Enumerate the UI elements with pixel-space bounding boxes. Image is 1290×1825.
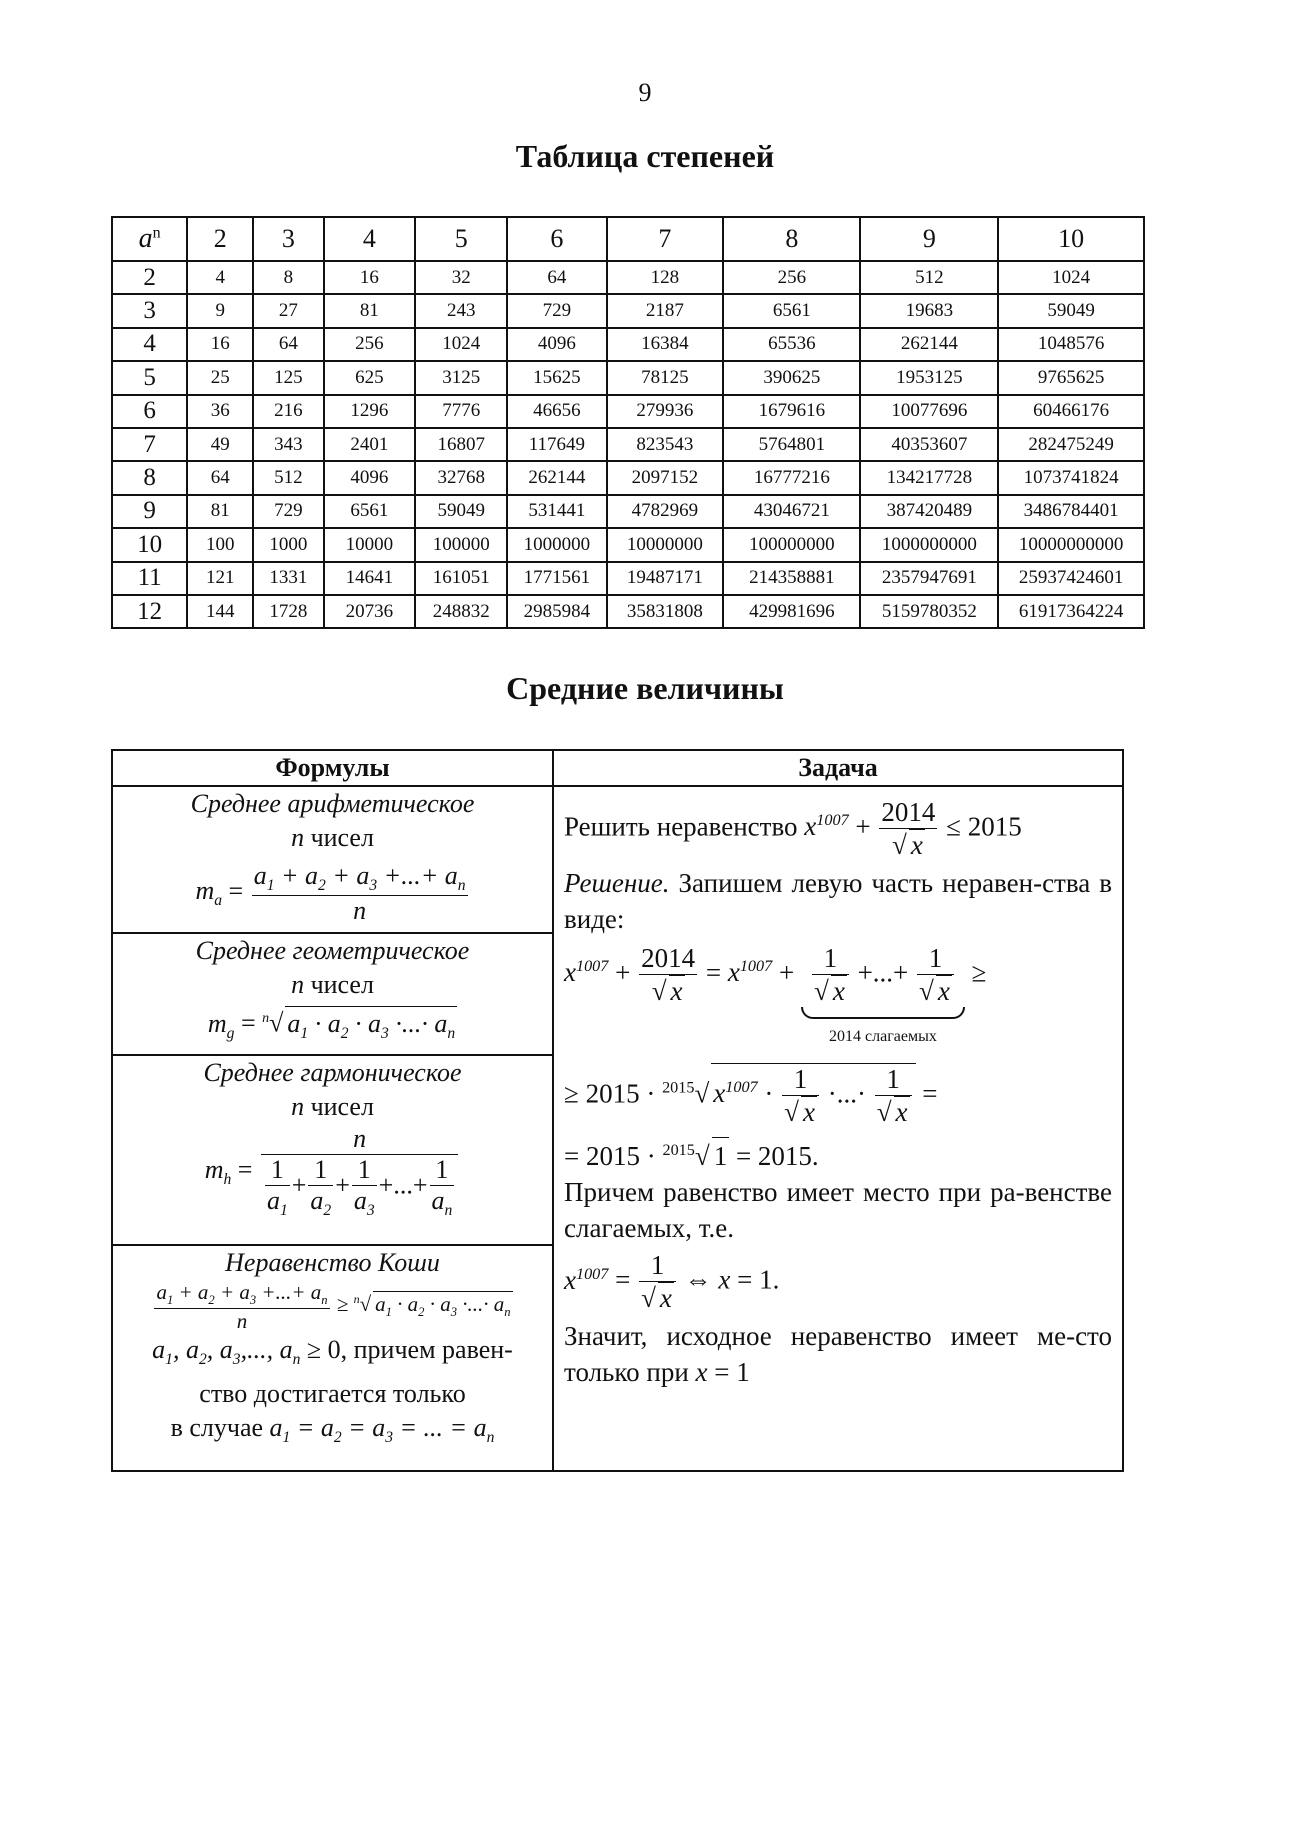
power-value: 9 <box>187 294 253 327</box>
formulas-header: Формулы <box>112 750 553 786</box>
power-value: 216 <box>253 395 323 428</box>
table-row <box>112 495 1144 528</box>
cauchy-title: Неравенство Коши <box>225 1248 440 1277</box>
power-value: 5159780352 <box>860 595 998 628</box>
page-number: 9 <box>638 78 652 107</box>
task-cell <box>553 786 1123 1471</box>
power-value: 16777216 <box>723 461 860 494</box>
power-value: 214358881 <box>723 562 860 595</box>
exponent-header: 9 <box>860 217 998 261</box>
power-value: 1728 <box>253 595 323 628</box>
power-value: 117649 <box>507 428 606 461</box>
power-value: 59049 <box>415 495 507 528</box>
power-value: 64 <box>187 461 253 494</box>
power-value: 161051 <box>415 562 507 595</box>
power-value: 16 <box>324 261 416 294</box>
power-value: 1000000 <box>507 528 606 561</box>
power-value: 65536 <box>723 328 860 361</box>
power-value: 2357947691 <box>860 562 998 595</box>
sum-brace-label: 2014 слагаемых <box>829 1028 937 1046</box>
power-value: 512 <box>253 461 323 494</box>
cauchy-line3: в случае $a_1 = a_2 = a_3$ = ... = $a_n$ <box>170 1412 495 1447</box>
power-value: 1024 <box>998 261 1144 294</box>
power-value: 81 <box>187 495 253 528</box>
power-value: 25937424601 <box>998 562 1144 595</box>
table-row <box>112 562 1144 595</box>
cauchy-line2: ство достигается только <box>199 1378 466 1408</box>
table-row <box>112 361 1144 394</box>
base-cell: 4 <box>112 328 187 361</box>
sum-brace <box>801 1007 965 1019</box>
table-row <box>112 328 1144 361</box>
power-value: 2985984 <box>507 595 606 628</box>
power-value: 1024 <box>415 328 507 361</box>
power-value: 2187 <box>607 294 724 327</box>
cauchy-cell <box>112 1245 553 1471</box>
power-value: 279936 <box>607 395 724 428</box>
power-value: 1953125 <box>860 361 998 394</box>
power-value: 248832 <box>415 595 507 628</box>
power-value: 4 <box>187 261 253 294</box>
power-value: 512 <box>860 261 998 294</box>
power-value: 9765625 <box>998 361 1144 394</box>
power-value: 343 <box>253 428 323 461</box>
power-value: 32 <box>415 261 507 294</box>
power-value: 1048576 <box>998 328 1144 361</box>
arith-mean-title: Среднее арифметическое <box>190 789 475 818</box>
power-value: 3125 <box>415 361 507 394</box>
harm-n: n <box>291 1092 305 1121</box>
table-row <box>112 395 1144 428</box>
power-value: 121 <box>187 562 253 595</box>
geom-mean-cell <box>112 933 553 1055</box>
geom-n: n <box>291 970 305 999</box>
power-value: 81 <box>324 294 416 327</box>
task-expansion: $x^{1007}$ + $\frac{2014}{√ x}$ = $x^{1007}$ + $\frac{1}{√ x}$ +...+ $\frac{1}{√ x}$ 2014 слагаемых ≥ <box>564 943 1112 1055</box>
task-header: Задача <box>553 750 1123 786</box>
power-value: 387420489 <box>860 495 998 528</box>
power-value: 19683 <box>860 294 998 327</box>
power-value: 35831808 <box>607 595 724 628</box>
power-value: 8 <box>253 261 323 294</box>
power-value: 262144 <box>507 461 606 494</box>
power-value: 1679616 <box>723 395 860 428</box>
power-value: 14641 <box>324 562 416 595</box>
power-value: 27 <box>253 294 323 327</box>
cauchy-condition: $a_1$, $a_2$, $a_3$,..., $a_n \ge 0$, причем равен- <box>152 1334 513 1368</box>
task-result-step: = 2015 · $^{2015}$√ 1 = 2015. <box>564 1132 1112 1174</box>
power-value: 64 <box>253 328 323 361</box>
power-value: 60466176 <box>998 395 1144 428</box>
exponent-header: 5 <box>415 217 507 261</box>
cauchy-formula: $\frac{a_1 + a_2 + a_3 +...+ a_n}{n}$ ≥ $^n$√ $a_1 \cdot a_2 \cdot a_3$ ·...· $a_n$ <box>156 1280 511 1333</box>
exponent-header: 4 <box>324 217 416 261</box>
arith-mean-cell <box>112 786 553 933</box>
power-value: 78125 <box>607 361 724 394</box>
power-value: 15625 <box>507 361 606 394</box>
means-table <box>111 749 1124 1472</box>
base-cell: 12 <box>112 595 187 628</box>
power-value: 20736 <box>324 595 416 628</box>
power-value: 429981696 <box>723 595 860 628</box>
base-cell: 3 <box>112 294 187 327</box>
power-value: 729 <box>253 495 323 528</box>
power-value: 49 <box>187 428 253 461</box>
power-value: 16384 <box>607 328 724 361</box>
harm-mean-formula: $m_h$ = n $\frac{1}{a_1}$ + $\frac{1}{a_2}$ + $\frac{1}{a_3}$ +...+ $\frac{1}{a_n}$ <box>113 1124 552 1220</box>
geom-mean-formula: $m_g = ^n√$ $a_1 \cdot a_2 \cdot a_3$ ·...· $a_n$ <box>113 1002 552 1051</box>
power-value: 256 <box>723 261 860 294</box>
power-value: 100000000 <box>723 528 860 561</box>
power-value: 40353607 <box>860 428 998 461</box>
power-value: 390625 <box>723 361 860 394</box>
power-value: 128 <box>607 261 724 294</box>
power-value: 1296 <box>324 395 416 428</box>
arith-mean-formula: $m_a$ = $\frac{a_1 + a_2 + a_3 +...+ a_n}{n}$ <box>195 861 466 926</box>
task-conclusion: Значит, исходное неравенство имеет ме-сто только при x = 1 <box>564 1321 1112 1388</box>
power-value: 43046721 <box>723 495 860 528</box>
power-value: 19487171 <box>607 562 724 595</box>
base-cell: 8 <box>112 461 187 494</box>
powers-table <box>111 216 1145 629</box>
power-value: 823543 <box>607 428 724 461</box>
power-value: 4096 <box>507 328 606 361</box>
harm-mean-title: Среднее гармоническое <box>203 1058 462 1087</box>
power-value: 1771561 <box>507 562 606 595</box>
geom-sub: чисел <box>310 970 374 999</box>
power-value: 262144 <box>860 328 998 361</box>
table-row <box>112 261 1144 294</box>
base-cell: 9 <box>112 495 187 528</box>
power-value: 36 <box>187 395 253 428</box>
base-cell: 6 <box>112 395 187 428</box>
means-title: Средние величины <box>506 670 784 706</box>
power-value: 59049 <box>998 294 1144 327</box>
arith-sub: чисел <box>310 823 374 852</box>
power-value: 61917364224 <box>998 595 1144 628</box>
power-value: 1331 <box>253 562 323 595</box>
power-value: 10077696 <box>860 395 998 428</box>
power-value: 1000000000 <box>860 528 998 561</box>
harm-sub: чисел <box>310 1092 374 1121</box>
power-value: 5764801 <box>723 428 860 461</box>
power-value: 1073741824 <box>998 461 1144 494</box>
exponent-header: 6 <box>507 217 606 261</box>
arith-n: n <box>291 823 305 852</box>
table-row <box>112 428 1144 461</box>
power-value: 10000000 <box>607 528 724 561</box>
power-value: 2401 <box>324 428 416 461</box>
task-solution-intro: Решение. Запишем левую часть неравен-ства в виде: <box>564 868 1112 935</box>
task-equality-note: Причем равенство имеет место при ра-венстве слагаемых, т.е. <box>564 1177 1112 1244</box>
exponent-header: 8 <box>723 217 860 261</box>
power-value: 16807 <box>415 428 507 461</box>
power-value: 625 <box>324 361 416 394</box>
task-amgm-step: ≥ 2015 · $^{2015}$√ $x^{1007}$ · $\frac{1}{√ x}$ ·...· $\frac{1}{√ x}$ = <box>564 1064 938 1128</box>
powers-table-title: Таблица степеней <box>515 138 775 174</box>
base-cell: 7 <box>112 428 187 461</box>
table-row <box>112 461 1144 494</box>
power-value: 10000000000 <box>998 528 1144 561</box>
power-value: 64 <box>507 261 606 294</box>
base-cell: 10 <box>112 528 187 561</box>
base-cell: 11 <box>112 562 187 595</box>
exponent-header: 10 <box>998 217 1144 261</box>
power-value: 100000 <box>415 528 507 561</box>
power-value: 10000 <box>324 528 416 561</box>
corner-cell: $a^n$ <box>112 217 187 261</box>
power-value: 134217728 <box>860 461 998 494</box>
power-value: 16 <box>187 328 253 361</box>
exponent-header: 3 <box>253 217 323 261</box>
power-value: 32768 <box>415 461 507 494</box>
exponent-header: 2 <box>187 217 253 261</box>
power-value: 531441 <box>507 495 606 528</box>
power-value: 4782969 <box>607 495 724 528</box>
power-value: 3486784401 <box>998 495 1144 528</box>
exponent-header: 7 <box>607 217 724 261</box>
table-row <box>112 528 1144 561</box>
power-value: 125 <box>253 361 323 394</box>
base-cell: 2 <box>112 261 187 294</box>
geom-mean-title: Среднее геометрическое <box>195 936 470 965</box>
power-value: 1000 <box>253 528 323 561</box>
power-value: 256 <box>324 328 416 361</box>
table-row <box>112 595 1144 628</box>
power-value: 25 <box>187 361 253 394</box>
power-value: 46656 <box>507 395 606 428</box>
power-value: 4096 <box>324 461 416 494</box>
power-value: 6561 <box>324 495 416 528</box>
base-cell: 5 <box>112 361 187 394</box>
task-equality-formula: $x^{1007}$ = $\frac{1}{√ x}$ ⇔ x = 1. <box>564 1250 780 1314</box>
power-value: 2097152 <box>607 461 724 494</box>
power-value: 144 <box>187 595 253 628</box>
table-row <box>112 294 1144 327</box>
harm-mean-cell <box>112 1055 553 1245</box>
power-value: 6561 <box>723 294 860 327</box>
power-value: 282475249 <box>998 428 1144 461</box>
power-value: 243 <box>415 294 507 327</box>
task-statement: Решить неравенство $x^{1007}$ + $\frac{2014}{√ x}$ ≤ 2015 <box>564 797 1022 861</box>
power-value: 729 <box>507 294 606 327</box>
power-value: 100 <box>187 528 253 561</box>
power-value: 7776 <box>415 395 507 428</box>
